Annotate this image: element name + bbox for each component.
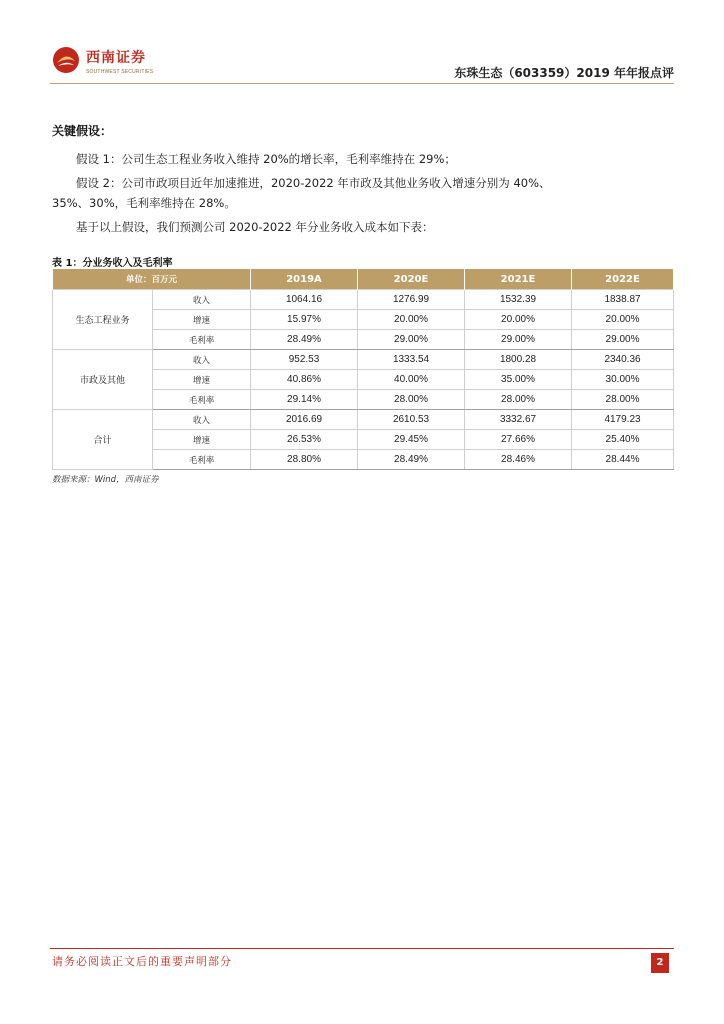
year-header: 2020E (358, 269, 465, 290)
segment-label: 生态工程业务 (53, 290, 153, 350)
table-cell: 1064.16 (251, 290, 358, 310)
metric-label: 毛利率 (153, 450, 251, 470)
table-cell: 28.46% (465, 450, 572, 470)
page-header (50, 36, 674, 84)
assumption-1: 假设 1：公司生态工程业务收入维持 20%的增长率，毛利率维持在 29%； (76, 152, 456, 166)
table-cell: 1800.28 (465, 350, 572, 370)
metric-label: 收入 (153, 350, 251, 370)
forecast-intro: 基于以上假设，我们预测公司 2020-2022 年分业务收入成本如下表： (76, 220, 434, 234)
metric-label: 增速 (153, 430, 251, 450)
year-header: 2022E (572, 269, 674, 290)
segment-label: 市政及其他 (53, 350, 153, 410)
table-cell: 29.00% (358, 330, 465, 350)
table-cell: 28.49% (251, 330, 358, 350)
metric-label: 收入 (153, 410, 251, 430)
table-title: 表 1：分业务收入及毛利率 (52, 258, 173, 269)
table-cell: 26.53% (251, 430, 358, 450)
table-row (53, 410, 674, 430)
table-cell: 15.97% (251, 310, 358, 330)
company-logo (50, 44, 160, 78)
table-cell: 2016.69 (251, 410, 358, 430)
table-cell: 28.00% (358, 390, 465, 410)
table-cell: 40.00% (358, 370, 465, 390)
table-header-row (53, 269, 674, 290)
table-cell: 2340.36 (572, 350, 674, 370)
table-cell: 1333.54 (358, 350, 465, 370)
table-cell: 40.86% (251, 370, 358, 390)
table-row (53, 350, 674, 370)
table-cell: 3332.67 (465, 410, 572, 430)
metric-label: 毛利率 (153, 390, 251, 410)
logo-emblem-icon (52, 46, 80, 74)
table-cell: 28.80% (251, 450, 358, 470)
table-cell: 30.00% (572, 370, 674, 390)
page-number: 2 (651, 953, 669, 973)
metric-label: 增速 (153, 310, 251, 330)
table-cell: 952.53 (251, 350, 358, 370)
table-cell: 28.44% (572, 450, 674, 470)
table-cell: 28.00% (465, 390, 572, 410)
unit-header: 单位：百万元 (53, 269, 251, 290)
header-divider (50, 83, 674, 84)
metric-label: 增速 (153, 370, 251, 390)
table-cell: 1838.87 (572, 290, 674, 310)
table-cell: 29.14% (251, 390, 358, 410)
logo-english-name: SOUTHWEST SECURITIES (86, 69, 154, 75)
table-row (53, 290, 674, 310)
segment-revenue-table (52, 269, 674, 470)
assumption-2-line-1: 假设 2：公司市政项目近年加速推进，2020-2022 年市政及其他业务收入增速分别为 40%、 (76, 176, 551, 190)
table-cell: 27.66% (465, 430, 572, 450)
table-cell: 20.00% (572, 310, 674, 330)
section-title: 关键假设： (52, 124, 113, 138)
metric-label: 毛利率 (153, 330, 251, 350)
segment-label: 合计 (53, 410, 153, 470)
logo-chinese-name: 西南证券 (86, 50, 146, 66)
table-cell: 29.00% (465, 330, 572, 350)
table-cell: 20.00% (358, 310, 465, 330)
year-header: 2019A (251, 269, 358, 290)
table-cell: 2610.53 (358, 410, 465, 430)
main-content (52, 122, 672, 237)
table-cell: 28.49% (358, 450, 465, 470)
table-cell: 1532.39 (465, 290, 572, 310)
year-header: 2021E (465, 269, 572, 290)
table-cell: 20.00% (465, 310, 572, 330)
document-title: 东珠生态（603359）2019 年年报点评 (454, 66, 674, 80)
table-cell: 4179.23 (572, 410, 674, 430)
table-cell: 28.00% (572, 390, 674, 410)
footer-divider (50, 948, 674, 949)
metric-label: 收入 (153, 290, 251, 310)
table-cell: 29.45% (358, 430, 465, 450)
table-cell: 1276.99 (358, 290, 465, 310)
table-source-note: 数据来源：Wind，西南证券 (52, 475, 159, 485)
table-cell: 25.40% (572, 430, 674, 450)
assumption-2-line-2: 35%、30%，毛利率维持在 28%。 (52, 196, 236, 210)
table-cell: 29.00% (572, 330, 674, 350)
table-cell: 35.00% (465, 370, 572, 390)
footer-disclaimer: 请务必阅读正文后的重要声明部分 (52, 955, 232, 968)
